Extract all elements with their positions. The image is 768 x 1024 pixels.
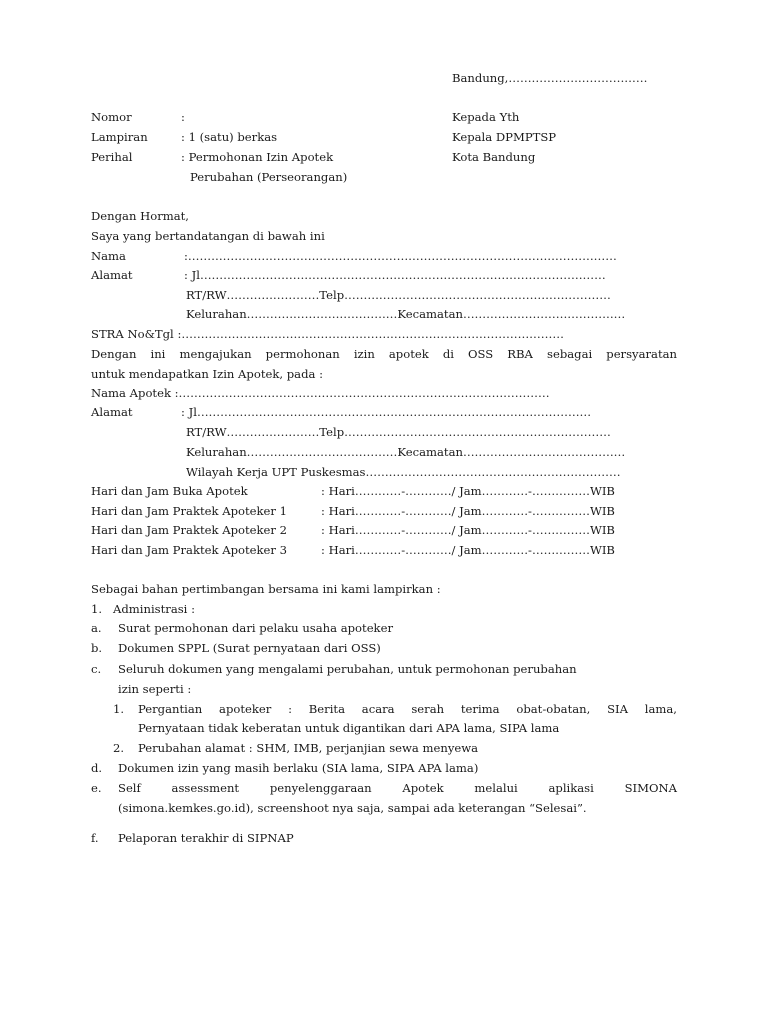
wilayah-line: Wilayah Kerja UPT Puskesmas………………………………………………………… <box>186 465 621 479</box>
list-marker: e. <box>91 781 102 795</box>
stra-line: STRA No&Tgl :……………………………………………………………………………………… <box>91 327 564 341</box>
hours-label: Hari dan Jam Praktek Apoteker 1 <box>91 504 287 518</box>
kelurahan-apotek-line: Kelurahan…………………………………Kecamatan…………………………………… <box>186 445 626 459</box>
list-marker: a. <box>91 621 102 635</box>
sublist-marker: 1. <box>113 702 125 716</box>
alamat-label: Alamat <box>91 268 133 282</box>
hours-label: Hari dan Jam Praktek Apoteker 3 <box>91 543 287 557</box>
hours-value: : Hari…………-…………/ Jam…………-……………WIB <box>321 523 615 537</box>
perihal-label: Perihal <box>91 150 133 164</box>
request-line-2: untuk mendapatkan Izin Apotek, pada : <box>91 367 324 381</box>
alamat-apotek-label: Alamat <box>91 405 133 419</box>
sublist-item: Pergantian apoteker : Berita acara serah terima obat-obatan, SIA lama, <box>138 702 677 716</box>
place-date: Bandung,……………………………… <box>452 71 648 85</box>
nomor-label: Nomor <box>91 110 132 124</box>
recipient-line-3: Kota Bandung <box>452 150 536 164</box>
sublist-item: Perubahan alamat : SHM, IMB, perjanjian sewa menyewa <box>138 741 479 755</box>
list-item: Seluruh dokumen yang mengalami perubahan, untuk permohonan perubahan <box>118 662 577 676</box>
nama-label: Nama <box>91 249 126 263</box>
list-item-continuation: (simona.kemkes.go.id), screenshoot nya saja, sampai ada keterangan “Selesai”. <box>118 801 587 815</box>
rtrw-apotek-line: RT/RW……………………Telp…………………………………………………………… <box>186 425 611 439</box>
nomor-value: : <box>181 110 185 124</box>
lampiran-label: Lampiran <box>91 130 148 144</box>
sublist-item-continuation: Pernyataan tidak keberatan untuk digantikan dari APA lama, SIPA lama <box>138 721 560 735</box>
list-item: Self assessment penyelenggaraan Apotek melalui aplikasi SIMONA <box>118 781 677 795</box>
hours-value: : Hari…………-…………/ Jam…………-……………WIB <box>321 504 615 518</box>
salutation: Dengan Hormat, <box>91 209 189 223</box>
nama-apotek-line: Nama Apotek :…………………………………………………………………………………… <box>91 386 550 400</box>
rtrw-line: RT/RW……………………Telp…………………………………………………………… <box>186 288 611 302</box>
lampiran-value: : 1 (satu) berkas <box>181 130 278 144</box>
perihal-value-1: : Permohonan Izin Apotek <box>181 150 334 164</box>
list-marker: d. <box>91 761 103 775</box>
list-item: Dokumen izin yang masih berlaku (SIA lama, SIPA APA lama) <box>118 761 479 775</box>
hours-value: : Hari…………-…………/ Jam…………-……………WIB <box>321 543 615 557</box>
list-marker: f. <box>91 831 99 845</box>
request-line-1: Dengan ini mengajukan permohonan izin apotek di OSS RBA sebagai persyaratan <box>91 347 677 361</box>
admin-marker: 1. <box>91 602 103 616</box>
hours-label: Hari dan Jam Praktek Apoteker 2 <box>91 523 287 537</box>
perihal-value-2: Perubahan (Perseorangan) <box>190 170 348 184</box>
list-item: Dokumen SPPL (Surat pernyataan dari OSS) <box>118 641 381 655</box>
admin-label: Administrasi : <box>113 602 195 616</box>
alamat-apotek-value: : Jl………………………………………………………………………………………… <box>181 405 592 419</box>
hours-label: Hari dan Jam Buka Apotek <box>91 484 248 498</box>
list-item: Surat permohonan dari pelaku usaha apoteker <box>118 621 393 635</box>
hours-value: : Hari…………-…………/ Jam…………-……………WIB <box>321 484 615 498</box>
list-marker: c. <box>91 662 102 676</box>
recipient-line-1: Kepada Yth <box>452 110 520 124</box>
list-item: Pelaporan terakhir di SIPNAP <box>118 831 294 845</box>
list-marker: b. <box>91 641 103 655</box>
sublist-marker: 2. <box>113 741 125 755</box>
kelurahan-line: Kelurahan…………………………………Kecamatan…………………………………… <box>186 307 626 321</box>
list-item-continuation: izin seperti : <box>118 682 192 696</box>
nama-value: :………………………………………………………………………………………………… <box>184 249 617 263</box>
attachments-intro: Sebagai bahan pertimbangan bersama ini kami lampirkan : <box>91 582 441 596</box>
intro-line: Saya yang bertandatangan di bawah ini <box>91 229 325 243</box>
recipient-line-2: Kepala DPMPTSP <box>452 130 557 144</box>
alamat-value: : Jl…………………………………………………………………………………………… <box>184 268 606 282</box>
